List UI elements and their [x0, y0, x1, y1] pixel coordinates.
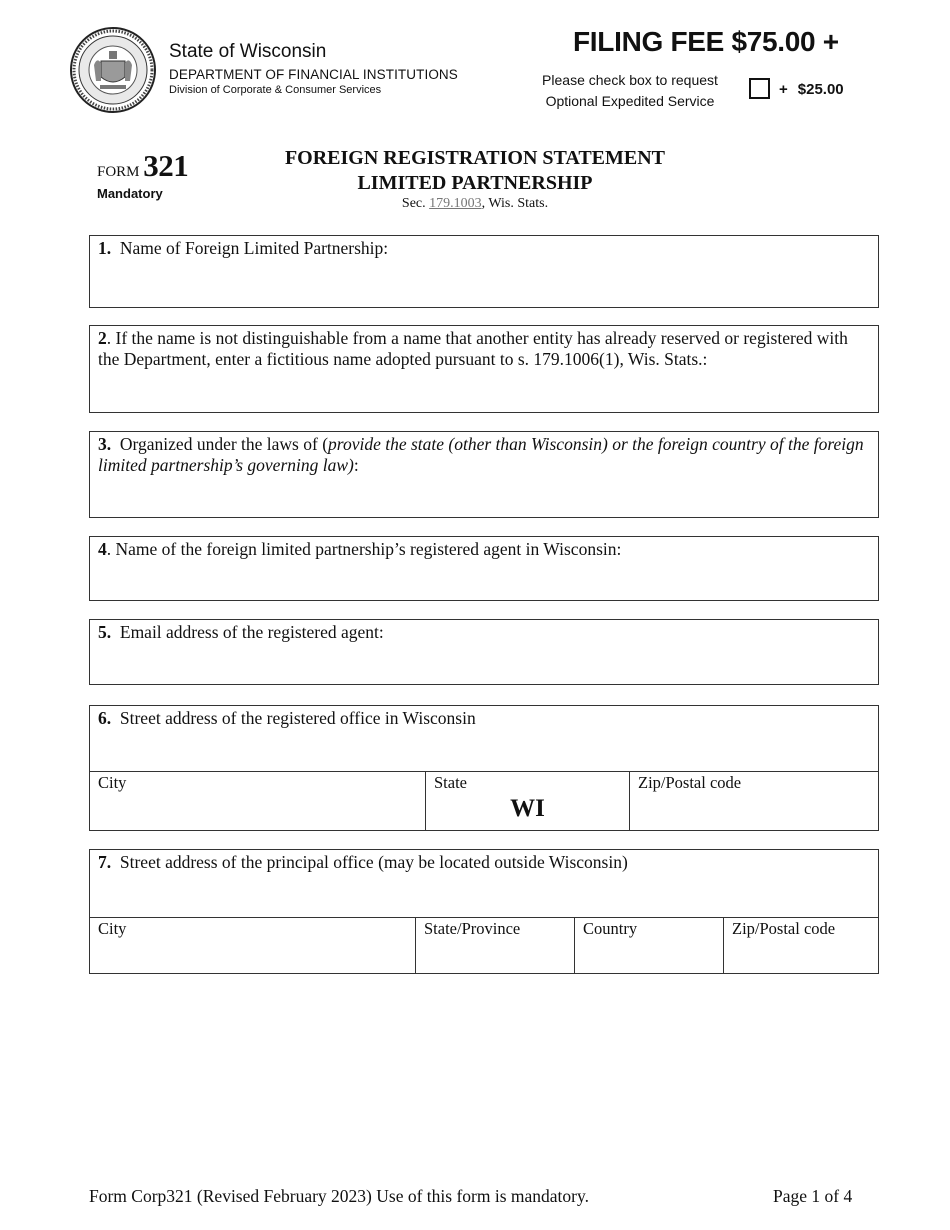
statute-citation — [260, 196, 690, 212]
q7-principal-office — [89, 849, 879, 974]
q3-governing-law-field[interactable] — [89, 431, 879, 518]
q6-registered-office — [89, 705, 879, 831]
q7-street-field[interactable] — [90, 850, 878, 917]
q4-label — [90, 537, 878, 561]
citation-suffix: , Wis. Stats. — [481, 196, 549, 211]
q1-name-field[interactable] — [89, 235, 879, 308]
q6-city-label: City — [98, 773, 127, 792]
q6-state-value: WI — [510, 795, 545, 822]
q7-country-label: Country — [583, 919, 638, 938]
department-name: DEPARTMENT OF FINANCIAL INSTITUTIONS — [169, 67, 458, 82]
q4-text: . Name of the foreign limited partnership’s registered agent in Wisconsin: — [106, 539, 622, 559]
form-number-value: 321 — [143, 148, 189, 183]
title-line2: LIMITED PARTNERSHIP — [357, 172, 593, 194]
q7-zip-field[interactable] — [723, 918, 878, 973]
q2-label — [90, 326, 878, 371]
q6-address-row — [90, 771, 878, 830]
q3-text-before: Organized under the laws of ( — [119, 434, 329, 454]
q5-agent-email-field[interactable] — [89, 619, 879, 685]
expedite-fee — [779, 80, 844, 100]
q6-zip-label: Zip/Postal code — [638, 773, 742, 792]
q3-text-italic: provide the state (other than Wisconsin) or the foreign country of the foreign limited partnership’s governing law) — [98, 434, 864, 475]
q6-text: Street address of the registered office in Wisconsin — [119, 708, 476, 728]
q7-address-row — [90, 917, 878, 973]
q2-text: . If the name is not distinguishable from a name that another entity has already reserved or registered with the Department, enter a fictitious name adopted pursuant to s. 179.1006(1), Wis. Stats.: — [98, 328, 848, 369]
q7-country-field[interactable] — [574, 918, 723, 973]
q3-number: 3. — [98, 434, 112, 454]
division-name: Division of Corporate & Consumer Services — [169, 84, 382, 96]
q3-label — [90, 432, 878, 477]
q7-city-field[interactable] — [90, 918, 415, 973]
q2-fictitious-name-field[interactable] — [89, 325, 879, 413]
form-title — [260, 146, 690, 196]
q5-number: 5. — [98, 622, 112, 642]
q4-registered-agent-field[interactable] — [89, 536, 879, 601]
expedite-plus: + — [779, 81, 788, 98]
q6-state-field — [425, 772, 629, 830]
q6-number: 6. — [98, 708, 112, 728]
statute-link[interactable]: 179.1003 — [429, 196, 482, 211]
expedite-line2: Optional Expedited Service — [545, 93, 715, 109]
q3-text-after: : — [353, 455, 359, 475]
q7-state-label: State/Province — [424, 919, 521, 938]
filing-fee: FILING FEE $75.00 + — [573, 26, 839, 57]
q1-number: 1. — [98, 238, 112, 258]
q5-label — [90, 620, 878, 644]
q6-street-field[interactable] — [90, 706, 878, 771]
agency-block — [169, 40, 458, 98]
page-number: Page 1 of 4 — [773, 1186, 853, 1206]
q6-city-field[interactable] — [90, 772, 425, 830]
q6-zip-field[interactable] — [629, 772, 878, 830]
q1-label — [90, 236, 878, 260]
expedite-checkbox[interactable] — [749, 78, 770, 99]
q5-text: Email address of the registered agent: — [119, 622, 384, 642]
expedite-fee-amount: $25.00 — [797, 81, 844, 98]
mandatory-label: Mandatory — [97, 186, 163, 201]
state-name: State of Wisconsin — [169, 41, 327, 62]
title-line1: FOREIGN REGISTRATION STATEMENT — [284, 147, 666, 169]
state-seal-icon — [70, 27, 156, 113]
q7-zip-label: Zip/Postal code — [732, 919, 836, 938]
q6-state-label: State — [434, 773, 467, 792]
q7-city-label: City — [98, 919, 127, 938]
q1-text: Name of Foreign Limited Partnership: — [119, 238, 389, 258]
form-number — [97, 148, 188, 184]
footer-form-info: Form Corp321 (Revised February 2023) Use of this form is mandatory. — [89, 1186, 589, 1206]
q2-number: 2 — [98, 328, 107, 348]
citation-prefix: Sec. — [401, 196, 430, 211]
q7-text: Street address of the principal office (may be located outside Wisconsin) — [119, 852, 628, 872]
q4-number: 4 — [98, 539, 107, 559]
form-label: FORM — [97, 164, 140, 180]
q7-number: 7. — [98, 852, 112, 872]
expedite-instructions — [520, 70, 740, 112]
expedite-line1: Please check box to request — [542, 72, 718, 88]
q7-state-field[interactable] — [415, 918, 574, 973]
